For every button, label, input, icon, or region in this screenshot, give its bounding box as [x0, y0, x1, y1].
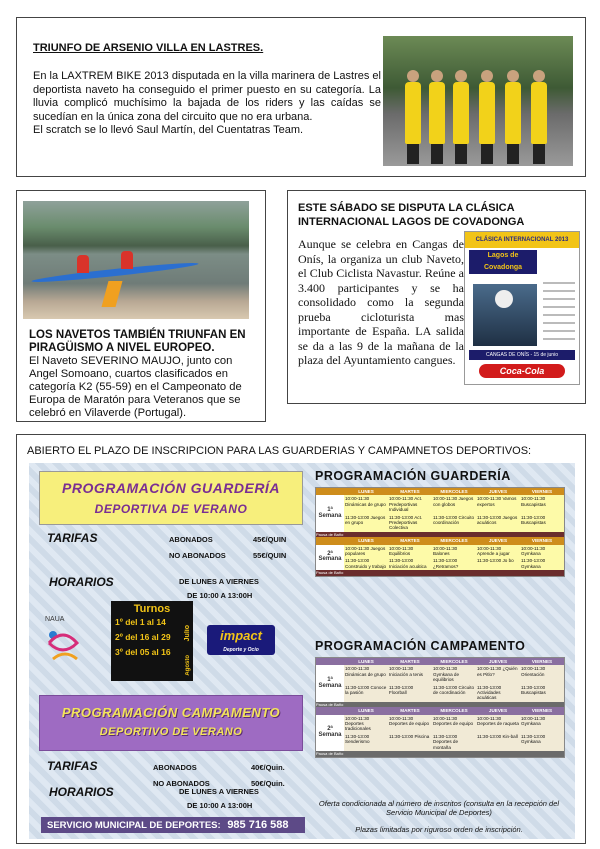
servicio-municipal-label: SERVICIO MUNICIPAL DE DEPORTES: — [47, 820, 221, 831]
sc-day-5: VIERNES — [520, 658, 564, 665]
photo-detail — [49, 635, 77, 650]
inscripcion-section — [16, 434, 586, 844]
guarderia-abonados-price: 45€/QUIN — [253, 535, 287, 544]
sc-day-4: JUEVES — [476, 658, 520, 665]
sg-cell: 10:00-11:30 Buscapistas — [520, 495, 564, 513]
turnos-title: Turnos — [133, 603, 171, 615]
article-piraguismo-headline: LOS NAVETOS TAMBIÉN TRIUNFAN EN PIRAGÜISMO A NIVEL EUROPEO. — [29, 329, 246, 354]
sg-day-1b: LUNES — [344, 537, 388, 544]
sc-cell: 10:00-11:30 Dinámicas de grupo — [344, 665, 388, 683]
sg-cell: 10:00-11:30 Act. Predeportivas Individual — [388, 495, 432, 513]
sg-day-3b: MIERCOLES — [432, 537, 476, 544]
sg-cell: 10:00-11:30 Juegos populares — [344, 545, 388, 558]
sg-cell: 11:30-13:00 Juegos acuáticos — [476, 514, 520, 532]
naua-logo-text: NAUA — [45, 616, 65, 623]
cyclists-podium-photo — [383, 36, 573, 166]
photo-detail — [53, 654, 77, 659]
poster-sponsor-logos — [543, 276, 575, 346]
sc-day-3: MIERCOLES — [432, 658, 476, 665]
sc-cell: 10:00-11:30 Deportes de equipo — [432, 715, 476, 733]
poster-cyclist-image — [473, 284, 537, 346]
article-lastres-body — [33, 70, 381, 138]
campamento-horarios-label: HORARIOS — [49, 785, 114, 799]
sc-cell: 11:30-13:00 Floorball — [388, 684, 432, 702]
campamento-horario-time: DE 10:00 A 13:00H — [187, 801, 253, 810]
sg-day-1: LUNES — [344, 488, 388, 495]
photo-detail — [429, 82, 445, 144]
turno-2: 2º del 16 al 29 — [115, 632, 171, 642]
guarderia-no-abonados: NO ABONADOS — [169, 551, 226, 560]
sg-cell: 11:30-13:00 Gymkana — [520, 557, 564, 570]
sg-cell: 11:30-13:00 Circuito coordinación — [432, 514, 476, 532]
sc-week1-label: 1ª Semana — [318, 677, 342, 689]
guarderia-horario-time: DE 10:00 A 13:00H — [187, 591, 253, 600]
sc-day-2: MARTES — [388, 658, 432, 665]
sg-cell: 10:00-11:30 Juegos con globos — [432, 495, 476, 513]
sg-cell: 11:30-13:00 Act. Predeportivas Colectiva — [388, 514, 432, 532]
sc-strip-2: Pausa de Baño — [316, 751, 564, 756]
photo-detail — [453, 82, 469, 144]
poster-title: Lagos de Covadonga — [469, 250, 537, 274]
article-lastres-scratch: El scratch se lo llevó Saul Martín, del Cuentatras Team. — [33, 124, 304, 136]
campamento-no-abonados: NO ABONADOS — [153, 779, 210, 788]
poster-date: CANGAS DE ONÍS - 15 de junio — [469, 350, 575, 360]
sc-cell: 10:00-11:30 Gymkana de equilibrios — [432, 665, 476, 683]
guarderia-no-abonados-price: 55€/QUIN — [253, 551, 287, 560]
campamento-no-abonados-price: 50€/Quin. — [251, 779, 285, 788]
poster-sponsor-cocacola: Coca-Cola — [479, 364, 565, 378]
guarderia-horario-days: DE LUNES A VIERNES — [179, 577, 259, 586]
sc-cell: 11:30-13:00 Buscapistas — [520, 684, 564, 702]
sc-cell: 10:00-11:30 Orientación — [520, 665, 564, 683]
photo-detail — [531, 82, 547, 144]
campamento-horario-days: DE LUNES A VIERNES — [179, 787, 259, 796]
guarderia-banner-line1: PROGRAMACIÓN GUARDERÍA — [62, 480, 280, 496]
campamento-schedule-title: PROGRAMACIÓN CAMPAMENTO — [315, 639, 526, 653]
article-lastres-paragraph: En la LAXTREM BIKE 2013 disputada en la villa marinera de Lastres el deportista naveto ha conseguido el primer puesto en su categoría. La lluvia complicó muchísimo la bajada de los riders y las caídas se sucedían en la única zona del circuito que no era urbana. — [33, 70, 381, 123]
photo-detail — [479, 82, 495, 144]
impact-logo — [207, 625, 275, 655]
photo-detail — [77, 255, 89, 273]
sg-cell: 10:00-11:30 Balones — [432, 545, 476, 558]
article-covadonga-body: Aunque se celebra en Cangas de Onís, la organiza un club Naveto, el Club Ciclista Navastur. Reúne a 3.400 participantes y se ha consolidado como la segunda prueba cicloturista mas importante de España. LA salida se da a las 9 de la mañana de la plaza del Ayuntamiento cangues. — [298, 237, 464, 367]
inscripcion-title: ABIERTO EL PLAZO DE INSCRIPCION PARA LAS GUARDERIAS Y CAMPAMNETOS DEPORTIVOS: — [27, 445, 532, 457]
sg-cell: 11:30-13:00 Jo bo — [476, 557, 520, 570]
sg-cell: 11:30-13:00 Buscapistas — [520, 514, 564, 532]
article-piraguismo-body: El Naveto SEVERINO MAUJO, junto con Angel Somoano, cuartos clasificados en categoría K2 (55-59) en el Campeonato de Europa de Maratón para Veteranos que se celebró en Vilaverde (Portugal). — [29, 355, 242, 419]
sg-day-5b: VIERNES — [520, 537, 564, 544]
turnos-julio: Julio — [184, 625, 191, 642]
inscripcion-note-2: Plazas limitadas por riguroso orden de inscripción. — [355, 825, 523, 834]
kayak-photo — [23, 201, 249, 319]
lagos-covadonga-poster — [464, 231, 580, 385]
sc-cell: 10:00-11:30 Iniciación a tenis — [388, 665, 432, 683]
sg-day-4b: JUEVES — [476, 537, 520, 544]
sc-day-4b: JUEVES — [476, 707, 520, 714]
sc-cell: 10:00-11:30 Deportes de equipo — [388, 715, 432, 733]
sg-cell: 11:30-13:00 Juegos en grupo — [344, 514, 388, 532]
photo-detail — [102, 281, 123, 307]
naua-logo — [43, 613, 85, 673]
sc-cell: 10:00-11:30 Gymkana — [520, 715, 564, 733]
sg-cell: 10:00-11:30 Vamos expertos — [476, 495, 520, 513]
campamento-banner — [39, 695, 303, 751]
sg-cell: 10:00-11:30 Dinámicas de grupo — [344, 495, 388, 513]
sg-cell: 11:30-13:00 ¿Retramos? — [432, 557, 476, 570]
servicio-municipal-bar — [41, 817, 305, 833]
sg-cell: 10:00-11:30 Equilibrios — [388, 545, 432, 558]
sc-cell: 11:30-13:00 Deportes de montaña — [432, 733, 476, 751]
phone-number[interactable]: 985 716 588 — [227, 819, 289, 831]
sc-day-1: LUNES — [344, 658, 388, 665]
sc-cell: 10:00-11:30 ¿Quién es Pitlo? — [476, 665, 520, 683]
article-lastres-headline: TRIUNFO DE ARSENIO VILLA EN LASTRES. — [33, 42, 264, 54]
sg-day-2: MARTES — [388, 488, 432, 495]
guarderia-horarios-label: HORARIOS — [49, 575, 114, 589]
sc-cell: 11:30-13:00 Kin-ball — [476, 733, 520, 751]
inscripcion-flyer — [29, 463, 575, 839]
sg-cell: 11:30-13:00 Iniciación acuática — [388, 557, 432, 570]
campamento-schedule — [315, 657, 565, 758]
article-lastres — [16, 17, 586, 177]
sc-day-1b: LUNES — [344, 707, 388, 714]
sc-cell: 11:30-13:00 Circuito de coordinación — [432, 684, 476, 702]
guarderia-banner-line2: DEPORTIVA DE VERANO — [94, 502, 248, 516]
sc-day-3b: MIERCOLES — [432, 707, 476, 714]
sc-cell: 10:00-11:30 Deportes de raqueta — [476, 715, 520, 733]
photo-detail — [505, 82, 521, 144]
sc-cell: 11:30-13:00 Gymkana — [520, 733, 564, 751]
guarderia-tarifas-label: TARIFAS — [47, 531, 98, 545]
sg-week2-label: 2ª Semana — [318, 551, 342, 563]
sc-cell: 11:30-13:00 Senderismo — [344, 733, 388, 751]
turnos-agosto: Agosto — [185, 655, 191, 676]
sc-cell: 11:30-13:00 Piscina — [388, 733, 432, 751]
sc-cell: 11:30-13:00 Conoce la pasión — [344, 684, 388, 702]
turno-1: 1º del 1 al 14 — [115, 617, 166, 627]
sg-strip: Pausa de Baño — [316, 532, 564, 537]
turno-3: 3º del 05 al 16 — [115, 647, 171, 657]
article-covadonga-headline: ESTE SÁBADO SE DISPUTA LA CLÁSICA INTERNACIONAL LAGOS DE COVADONGA — [298, 202, 525, 228]
campamento-banner-line1: PROGRAMACIÓN CAMPAMENTO — [61, 705, 281, 720]
article-covadonga — [287, 190, 586, 404]
photo-detail — [121, 251, 133, 269]
sc-cell: 10:00-11:30 Deportes tradicionales — [344, 715, 388, 733]
sg-cell: 10:00-11:30 Gymkana — [520, 545, 564, 558]
campamento-banner-line2: DEPORTIVO DE VERANO — [99, 726, 243, 738]
campamento-abonados-price: 40€/Quin. — [251, 763, 285, 772]
turnos-box — [111, 601, 193, 681]
article-piraguismo — [16, 190, 266, 422]
sg-day-5: VIERNES — [520, 488, 564, 495]
sc-day-5b: VIERNES — [520, 707, 564, 714]
guarderia-banner — [39, 471, 303, 525]
guarderia-schedule — [315, 487, 565, 577]
sc-week2-label: 2ª Semana — [318, 726, 342, 738]
guarderia-schedule-title: PROGRAMACIÓN GUARDERÍA — [315, 469, 511, 483]
sc-day-2b: MARTES — [388, 707, 432, 714]
sg-strip-2: Pausa de Baño — [316, 570, 564, 575]
poster-top-text: CLÁSICA INTERNACIONAL 2013 — [465, 232, 579, 248]
guarderia-abonados: ABONADOS — [169, 535, 213, 544]
sg-day-3: MIERCOLES — [432, 488, 476, 495]
sg-day-2b: MARTES — [388, 537, 432, 544]
sg-day-4: JUEVES — [476, 488, 520, 495]
campamento-tarifas-label: TARIFAS — [47, 759, 98, 773]
photo-detail — [405, 82, 421, 144]
inscripcion-note-1: Oferta condicionada al número de inscritos (consulta en la recepción del Servicio Municipal de Deportes) — [318, 799, 560, 817]
sg-cell: 11:30-13:00 Construido y trabajo — [345, 558, 387, 569]
sc-cell: 11:30-13:00 Actividades acuáticas — [476, 684, 520, 702]
impact-logo-subtitle: Deporte y Ocio — [223, 647, 259, 653]
sg-cell: 10:00-11:30 Aprende a jugar — [476, 545, 520, 558]
impact-logo-text: impact — [220, 628, 262, 643]
sc-strip: Pausa de Baño — [316, 702, 564, 707]
sg-week1-label: 1ª Semana — [318, 507, 342, 519]
campamento-abonados: ABONADOS — [153, 763, 197, 772]
